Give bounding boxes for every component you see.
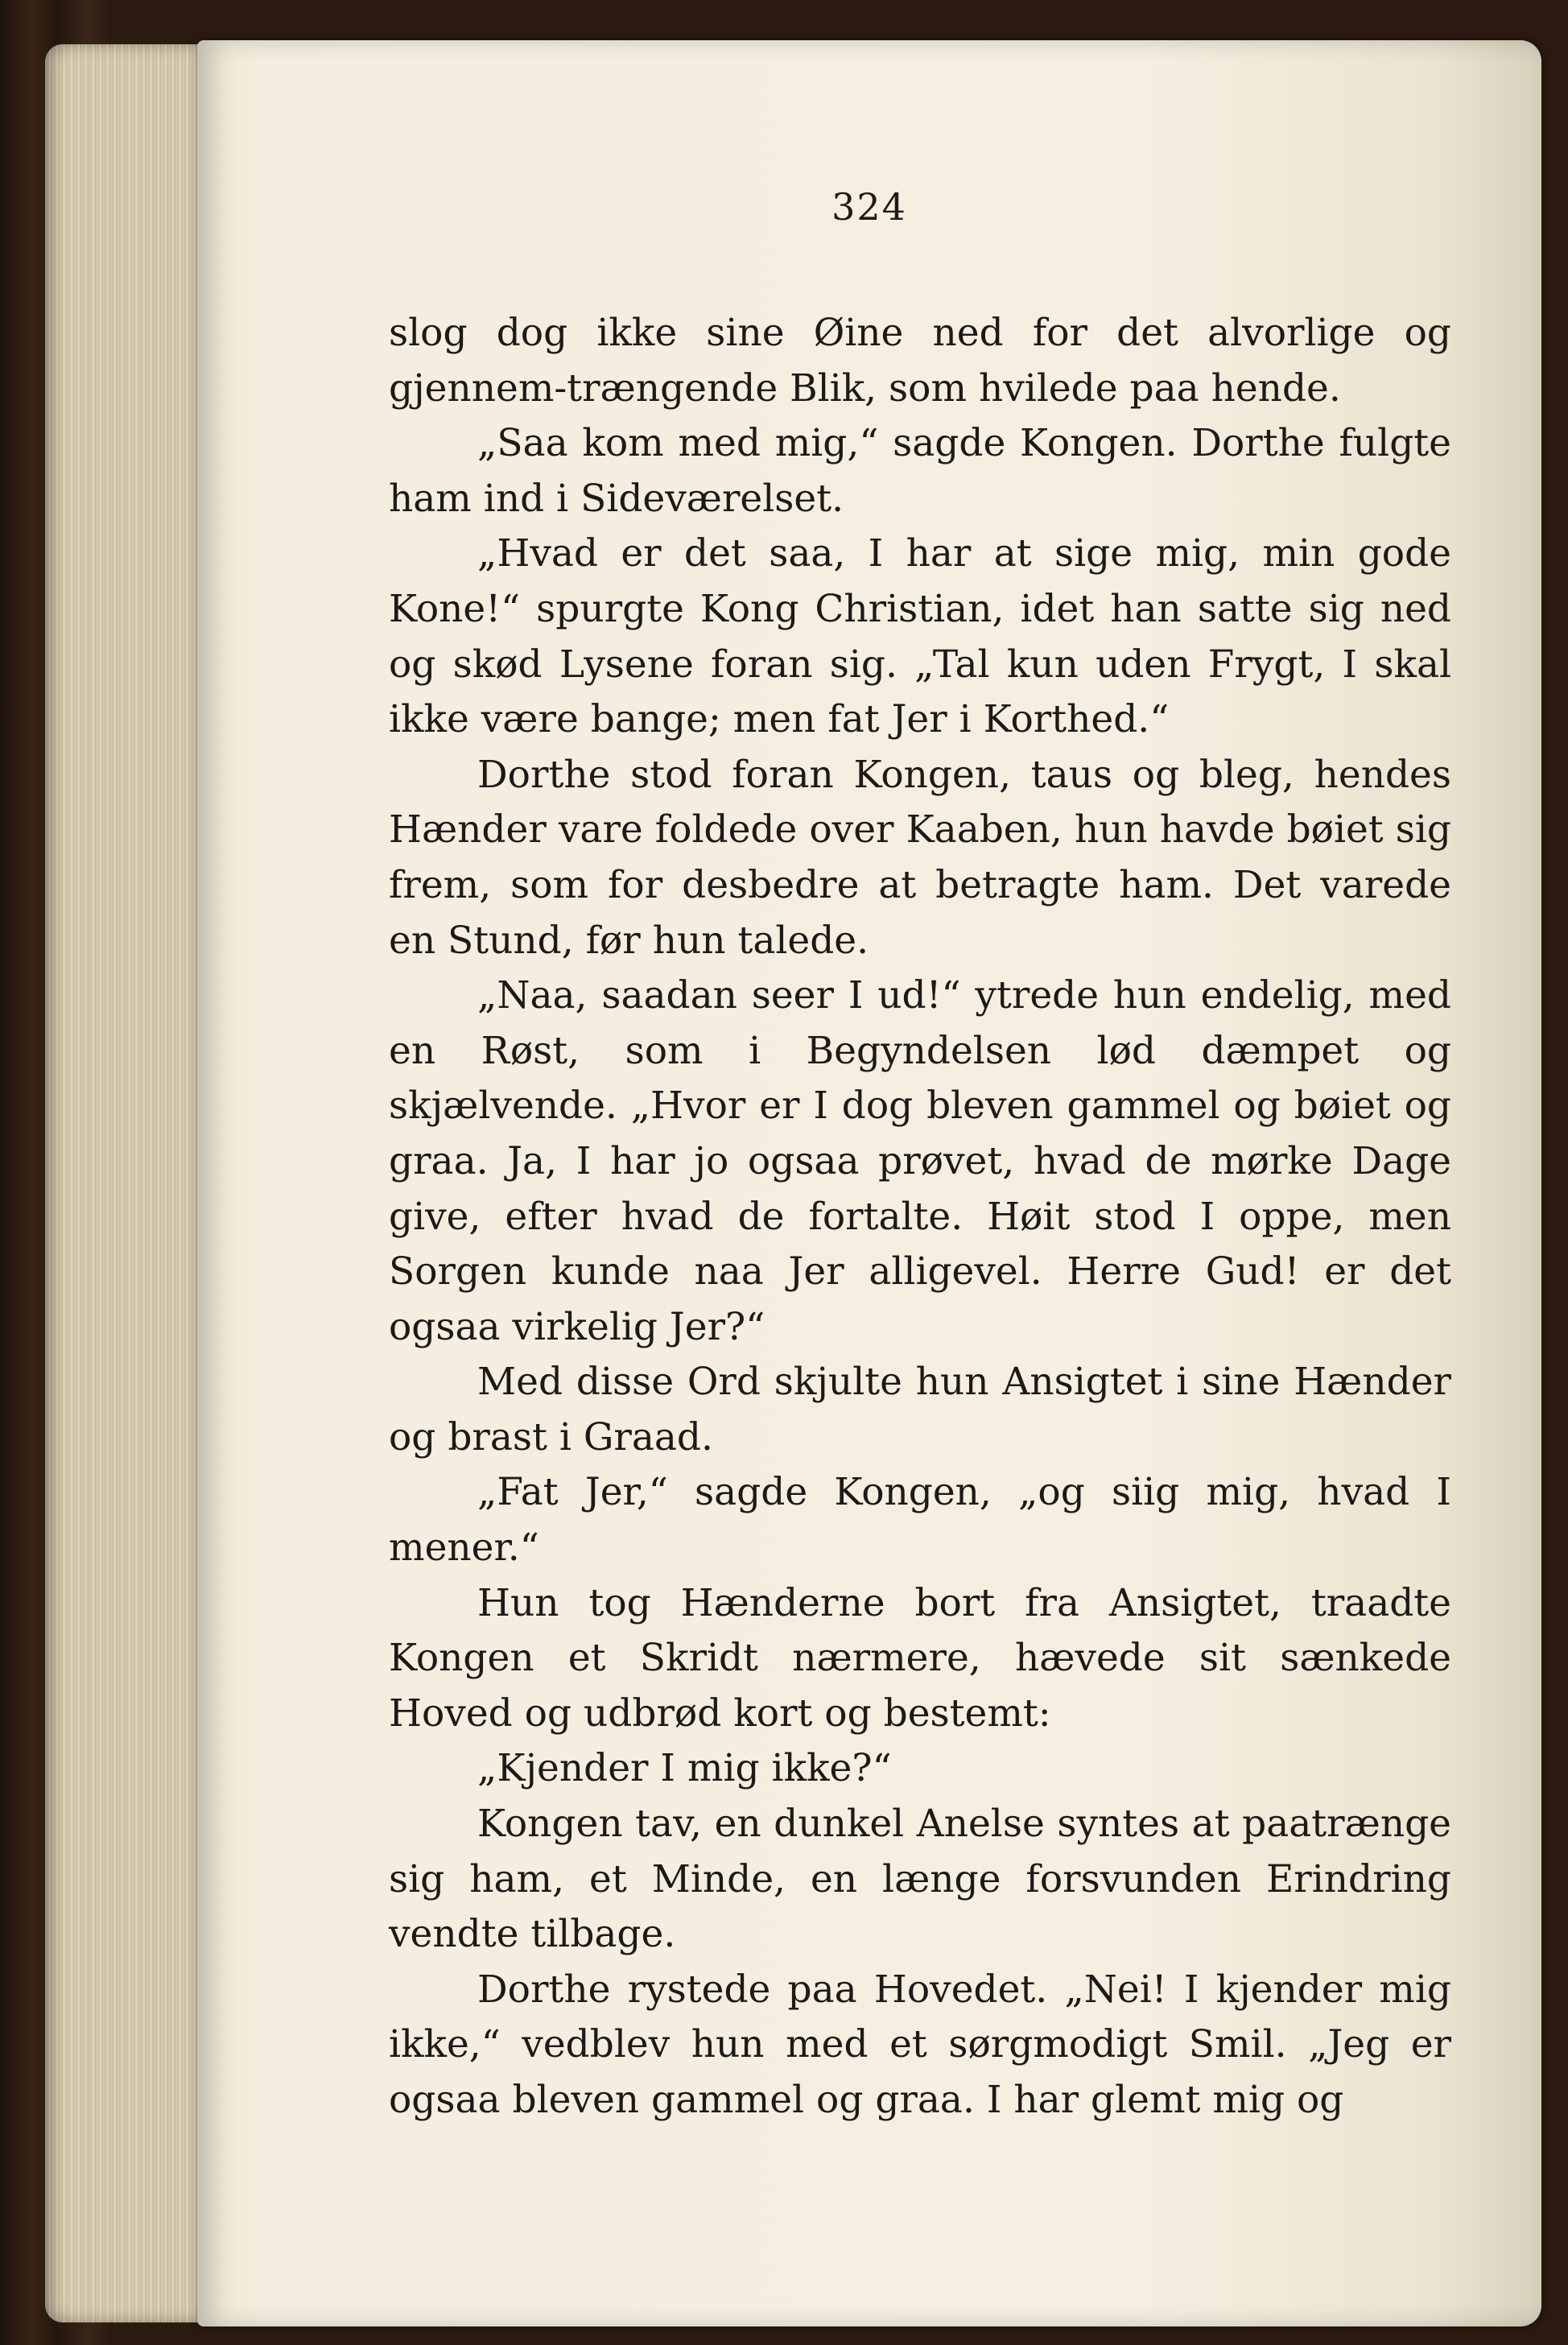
body-text (389, 306, 1451, 2128)
page-number: 324 (831, 185, 907, 229)
paragraph: „Hvad er det saa, I har at sige mig, min gode Kone!“ spurgte Kong Christian, idet han satte sig ned og skød Lysene foran sig. „Tal kun uden Frygt, I skal ikke være bange; men fat Jer i Korthed.“ (389, 531, 1451, 742)
paragraph: slog dog ikke sine Øine ned for det alvorlige og gjennem-trængende Blik, som hvilede paa hende. (389, 311, 1451, 411)
paragraph: „Naa, saadan seer I ud!“ ytrede hun endelig, med en Røst, som i Begyndelsen lød dæmpet og skjælvende. „Hvor er I dog bleven gammel og bøiet og graa. Ja, I har jo ogsaa prøvet, hvad de mørke Dage give, efter hvad de fortalte. Høit stod I oppe, men Sorgen kunde naa Jer alligevel. Herre Gud! er det ogsaa virkelig Jer?“ (389, 973, 1451, 1349)
paragraph: Dorthe stod foran Kongen, taus og bleg, hendes Hænder vare foldede over Kaaben, hun havde bøiet sig frem, som for desbedre at betragte ham. Det varede en Stund, før hun talede. (389, 752, 1451, 963)
paragraph: Hun tog Hænderne bort fra Ansigtet, traadte Kongen et Skridt nærmere, hævede sit sænkede Hoved og udbrød kort og bestemt: (389, 1580, 1451, 1736)
paragraph: Kongen tav, en dunkel Anelse syntes at paatrænge sig ham, et Minde, en længe forsvunden Erindring vendte tilbage. (389, 1802, 1451, 1957)
page-edges (45, 44, 206, 2322)
paragraph: Med disse Ord skjulte hun Ansigtet i sine Hænder og brast i Graad. (389, 1360, 1451, 1459)
book-page (197, 40, 1541, 2326)
paragraph: „Fat Jer,“ sagde Kongen, „og siig mig, hvad I mener.“ (389, 1470, 1451, 1571)
paragraph: „Kjender I mig ikke?“ (477, 1746, 892, 1791)
paragraph: Dorthe rystede paa Hovedet. „Nei! I kjender mig ikke,“ vedblev hun med et sørgmodigt Smil. „Jeg er ogsaa bleven gammel og graa. I har glemt mig og (389, 1967, 1451, 2122)
paragraph: „Saa kom med mig,“ sagde Kongen. Dorthe fulgte ham ind i Sideværelset. (389, 421, 1451, 521)
